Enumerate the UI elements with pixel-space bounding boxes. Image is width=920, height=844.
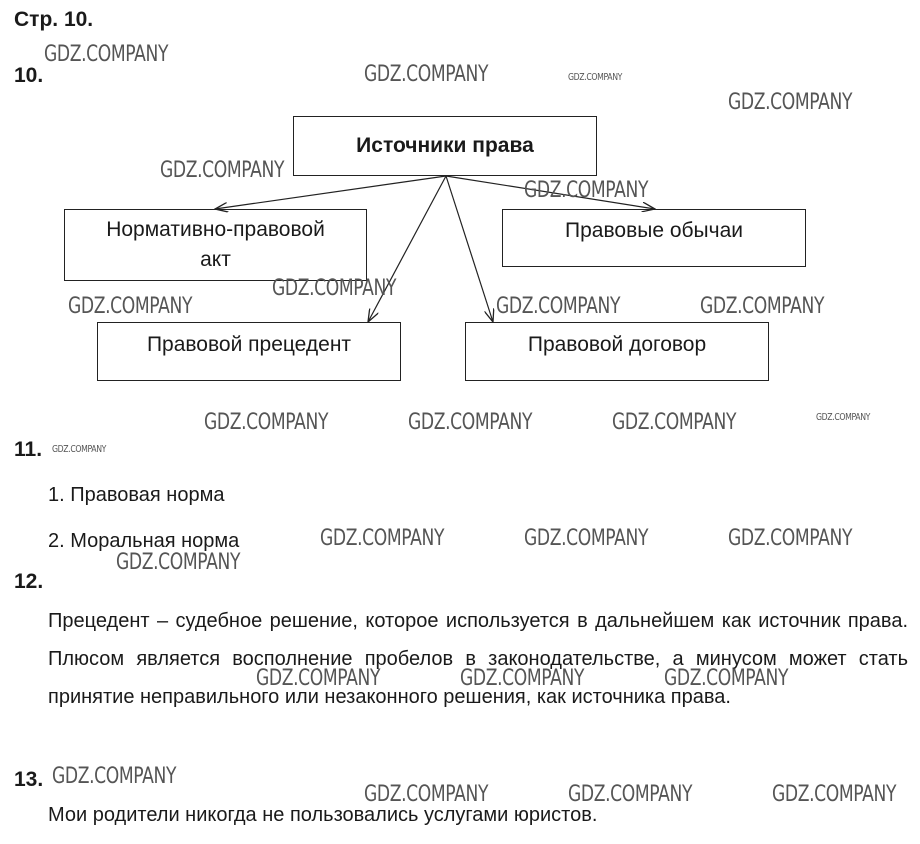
watermark: GDZ.COMPANY — [364, 62, 489, 87]
watermark: GDZ.COMPANY — [52, 444, 107, 455]
diagram-node-label: Правовые обычаи — [565, 219, 743, 242]
watermark: GDZ.COMPANY — [160, 158, 285, 183]
watermark: GDZ.COMPANY — [568, 72, 623, 83]
watermark: GDZ.COMPANY — [816, 412, 871, 423]
diagram-node-customs — [502, 209, 806, 267]
diagram-root-box — [293, 116, 597, 176]
diagram-node-label: Правовой прецедент — [146, 332, 352, 356]
diagram-node-label: Правовой договор — [527, 332, 707, 356]
page-title: Стр. 10. — [14, 8, 94, 31]
watermark: GDZ.COMPANY — [460, 666, 585, 691]
watermark: GDZ.COMPANY — [612, 410, 737, 435]
watermark: GDZ.COMPANY — [700, 294, 825, 319]
watermark: GDZ.COMPANY — [524, 526, 649, 551]
diagram-node-normative-act — [64, 209, 367, 281]
watermark: GDZ.COMPANY — [728, 526, 853, 551]
task-13-answer: Мои родители никогда не пользовались услугами юристов. — [48, 804, 598, 826]
watermark: GDZ.COMPANY — [364, 782, 489, 807]
task-12-answer: Прецедент – судебное решение, которое используется в дальнейшем как источник права. Плюсом является восполнение пробелов в законодательстве, а минусом может стать принятие неправильного или незаконного решения, как источника права. — [48, 610, 908, 708]
watermark: GDZ.COMPANY — [272, 276, 397, 301]
watermark: GDZ.COMPANY — [320, 526, 445, 551]
watermark: GDZ.COMPANY — [408, 410, 533, 435]
watermark: GDZ.COMPANY — [664, 666, 789, 691]
watermark: GDZ.COMPANY — [116, 550, 241, 575]
watermark: GDZ.COMPANY — [256, 666, 381, 691]
watermark: GDZ.COMPANY — [728, 90, 853, 115]
watermark: GDZ.COMPANY — [568, 782, 693, 807]
watermark: GDZ.COMPANY — [496, 294, 621, 319]
watermark: GDZ.COMPANY — [772, 782, 897, 807]
watermark: GDZ.COMPANY — [204, 410, 329, 435]
task-10-number: 10. — [14, 64, 44, 87]
task-11-number: 11. — [14, 438, 43, 461]
diagram-node-contract — [465, 322, 769, 381]
watermark: GDZ.COMPANY — [68, 294, 193, 319]
diagram-node-precedent — [97, 322, 401, 381]
task-12-number: 12. — [14, 570, 44, 593]
task-13-number: 13. — [14, 768, 44, 791]
watermark: GDZ.COMPANY — [52, 764, 177, 789]
list-item: 2. Моральная норма — [48, 530, 240, 552]
arrow-to-contract — [446, 176, 493, 322]
diagram-root-label: Источники права — [356, 134, 534, 157]
watermark: GDZ.COMPANY — [44, 42, 169, 67]
list-item: 1. Правовая норма — [48, 484, 225, 506]
watermark: GDZ.COMPANY — [524, 178, 649, 203]
diagram-node-label: Нормативно-правовой акт — [106, 218, 325, 271]
